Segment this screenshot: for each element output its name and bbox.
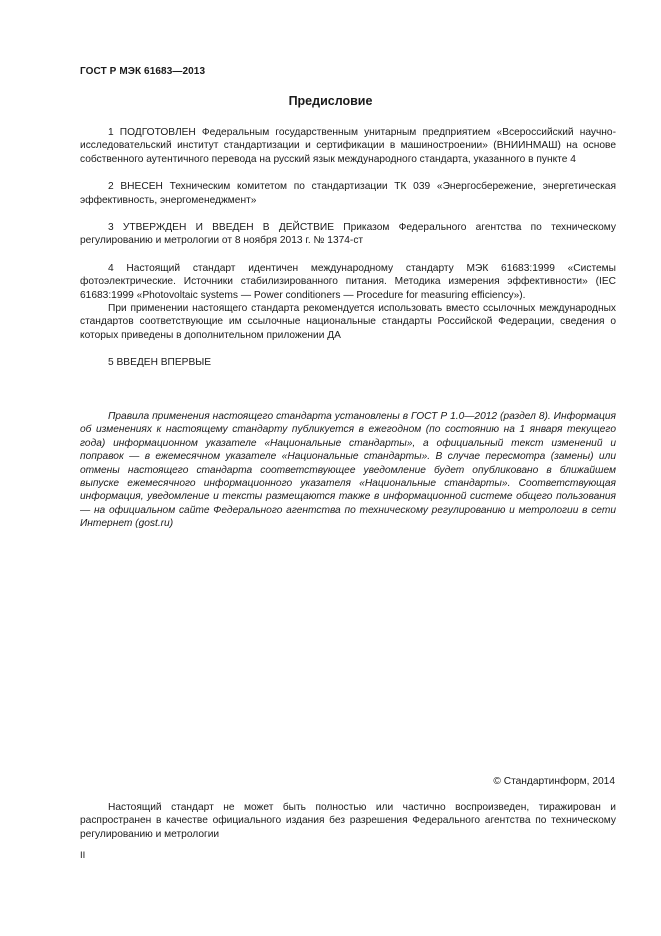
page-title: Предисловие [288, 94, 373, 108]
page-number: II [80, 850, 86, 861]
paragraph-submitted-by: 2 ВНЕСЕН Техническим комитетом по стандартизации ТК 039 «Энергосбережение, энергетическая эффективность, энергоменеджмент» [80, 181, 616, 206]
paragraph-approved: 3 УТВЕРЖДЕН И ВВЕДЕН В ДЕЙСТВИЕ Приказом Федерального агентства по техническому регулированию и метрологии от 8 ноября 2013 г. № 1374-ст [80, 222, 616, 247]
paragraph-references-note: При применении настоящего стандарта рекомендуется использовать вместо ссылочных международных стандартов соответствующие им ссылочные национальные стандарты Российской Федерации, сведения о которых приведены в дополнительном приложении ДА [80, 303, 616, 341]
paragraph-first-introduced: 5 ВВЕДЕН ВПЕРВЫЕ [108, 357, 212, 369]
paragraph-prepared-by: 1 ПОДГОТОВЛЕН Федеральным государственным унитарным предприятием «Всероссийский научно-исследовательский институт стандартизации и сертификации в машиностроении» (ВНИИНМАШ) на основе собственного аутентичного перевода на русский язык международного стандарта, указанного в пункте 4 [80, 127, 616, 165]
paragraph-identical-standard: 4 Настоящий стандарт идентичен международному стандарту МЭК 61683:1999 «Системы фотоэлектрические. Источники стабилизированного питания. Методика измерения эффективности» (IEC 61683:1999 «Photovoltaic systems — Power conditioners — Procedure for measuring efficiency»). [80, 262, 616, 301]
application-rules-notice: Правила применения настоящего стандарта установлены в ГОСТ Р 1.0—2012 (раздел 8). Информация об изменениях к настоящему стандарту публикуется в ежегодном (по состоянию на 1 января текущего года) информационном указателе «Национальные стандарты», а официальный текст изменений и поправок — в ежемесячном указателе «Национальные стандарты». В случае пересмотра (замены) или отмены настоящего стандарта соответствующее уведомление будет опубликовано в ближайшем выпуске ежемесячного информационного указателя «Национальные стандарты». Соответствующая информация, уведомление и тексты размещаются также в информационной системе общего пользования — на официальном сайте Федерального агентства по техническому регулированию и метрологии в сети Интернет (gost.ru) [80, 411, 616, 530]
document-code: ГОСТ Р МЭК 61683—2013 [80, 66, 206, 77]
copyright-line: © Стандартинформ, 2014 [493, 776, 615, 787]
foreword-body [80, 126, 616, 384]
reproduction-notice: Настоящий стандарт не может быть полностью или частично воспроизведен, тиражирован и распространен в качестве официального издания без разрешения Федерального агентства по техническому регулированию и метрологии [80, 802, 616, 840]
